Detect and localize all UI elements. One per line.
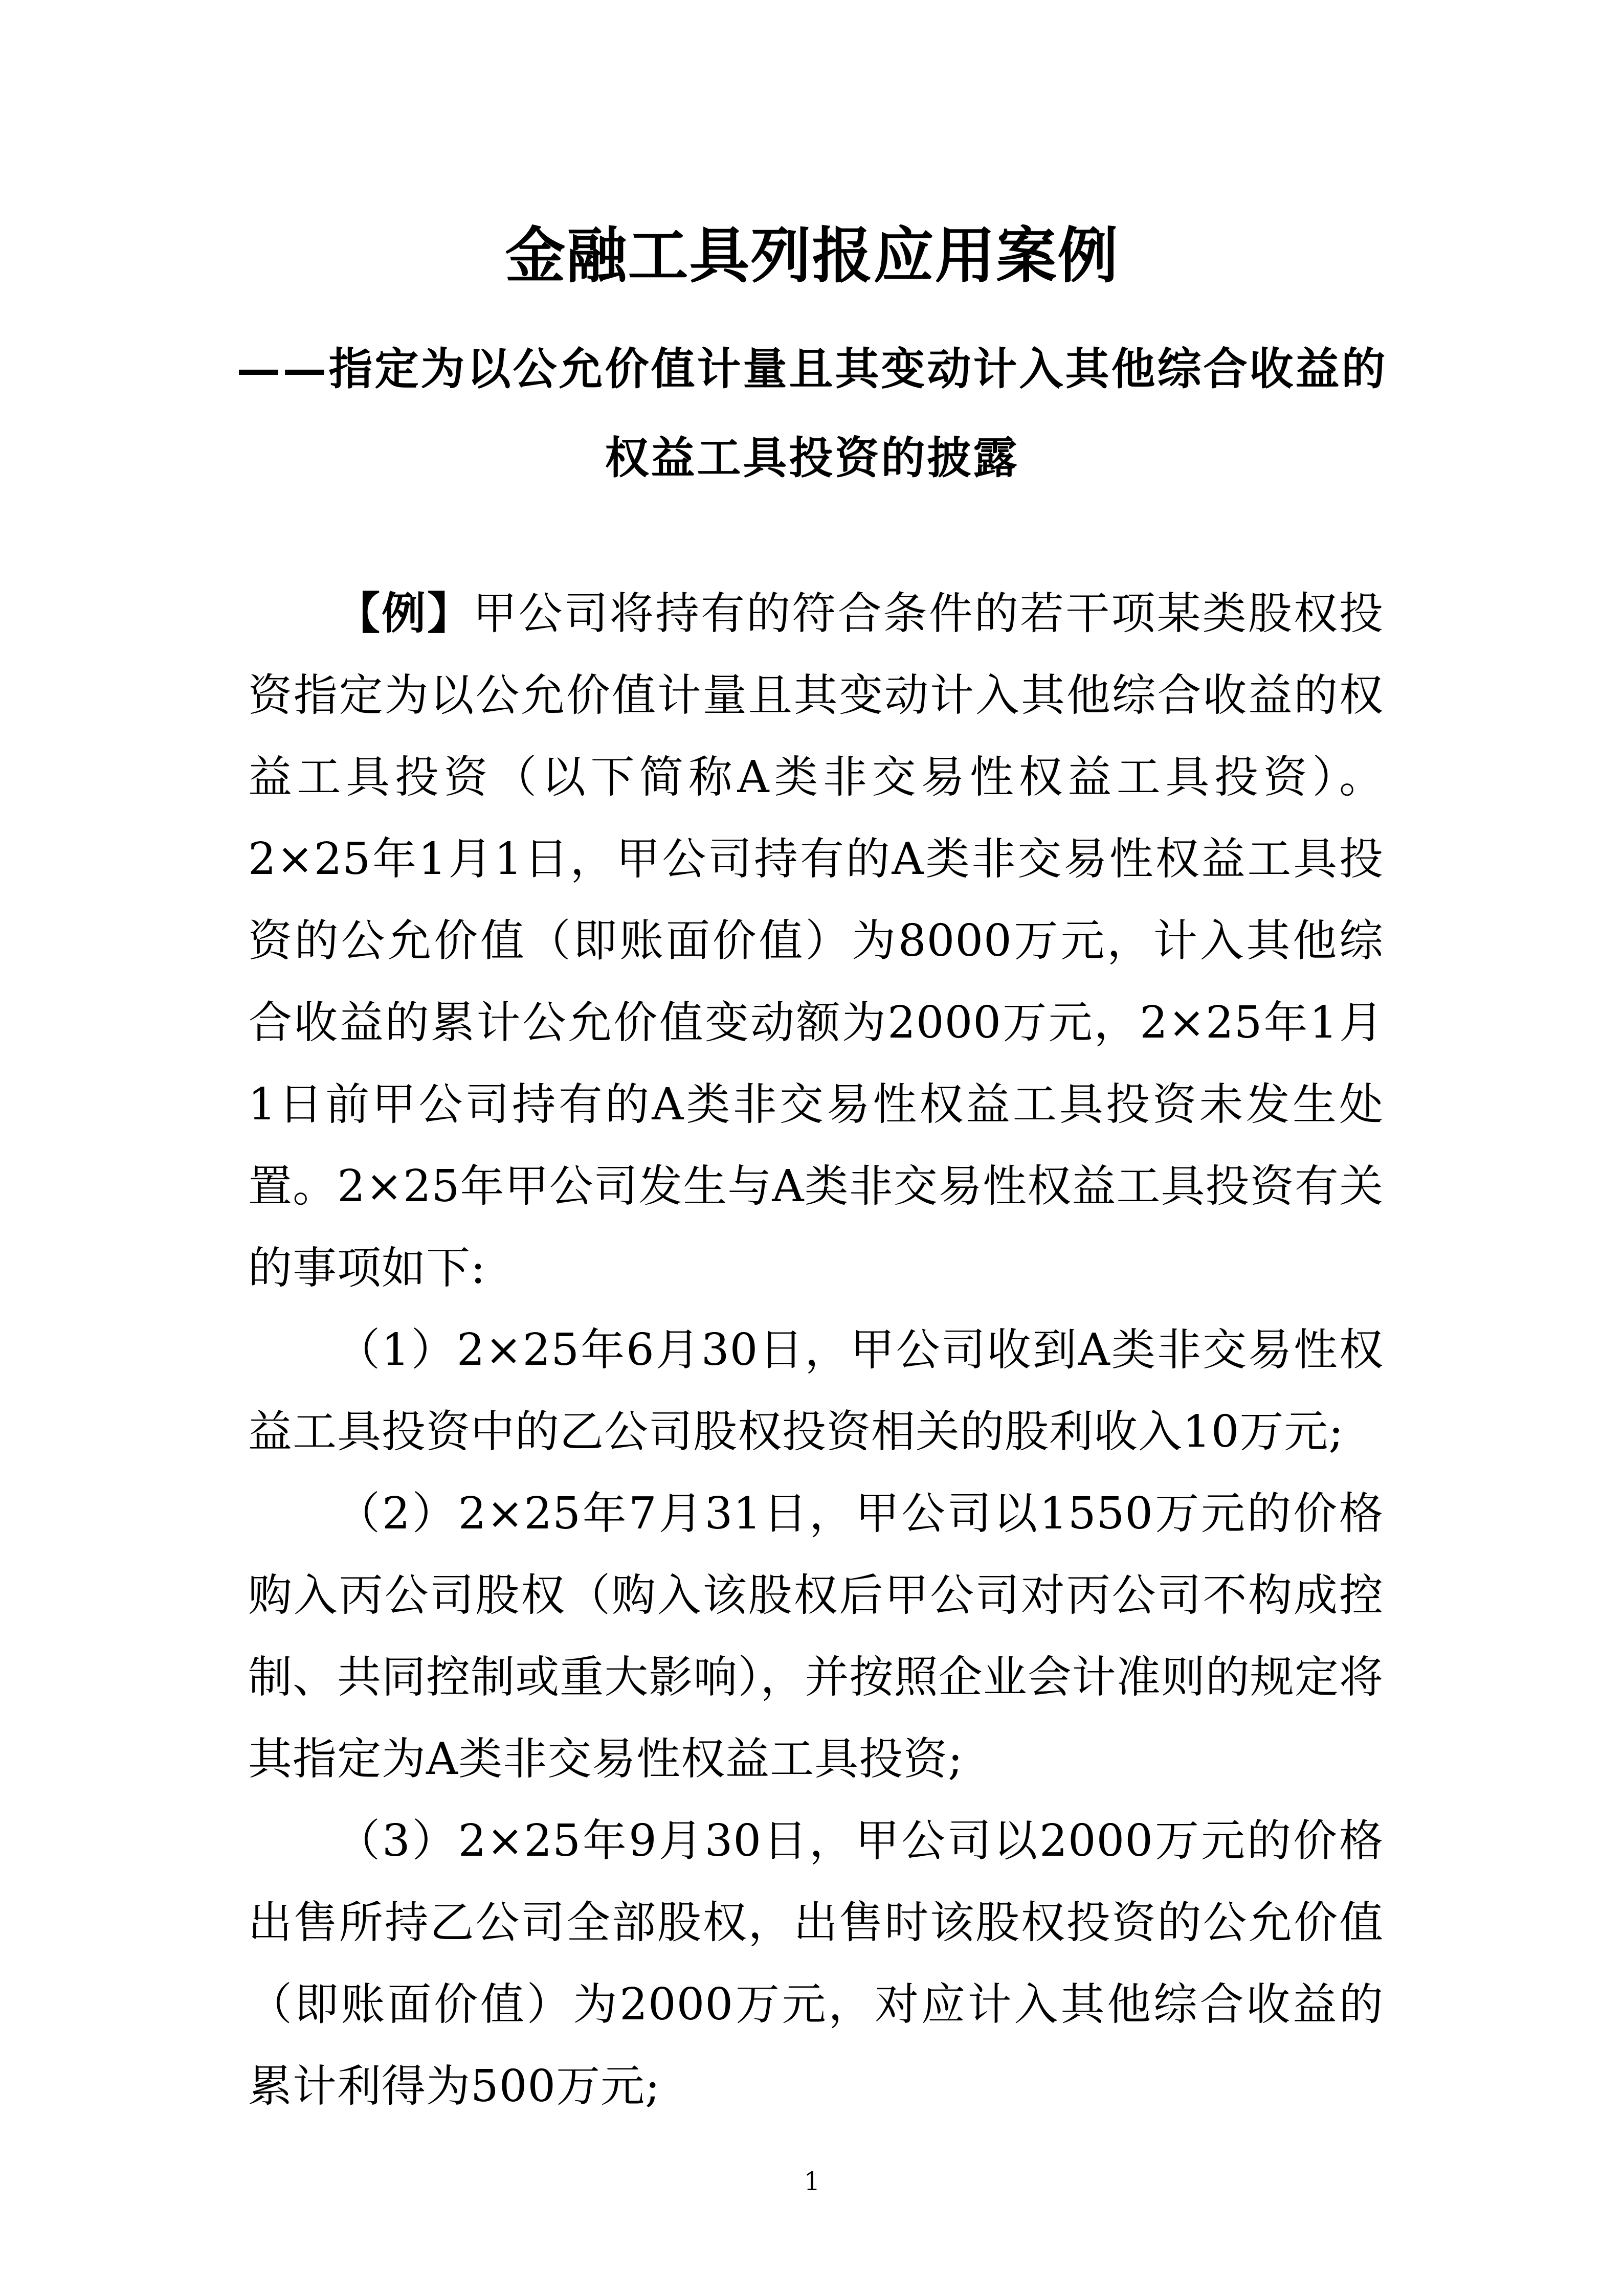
- item-paragraph-1: （1）2×25年6月30日，甲公司收到A类非交易性权益工具投资中的乙公司股权投资相关的股利收入10万元;: [248, 1324, 1384, 1457]
- item-paragraph-2: （2）2×25年7月31日，甲公司以1550万元的价格购入丙公司股权（购入该股权后甲公司对丙公司不构成控制、共同控制或重大影响），并按照企业会计准则的规定将其指定为A类非交易性权益工具投资;: [248, 1488, 1384, 1785]
- document-body: [248, 573, 1384, 2127]
- example-label: 【例】: [336, 588, 473, 639]
- item-paragraph-3: （3）2×25年9月30日，甲公司以2000万元的价格出售所持乙公司全部股权，出售时该股权投资的公允价值（即账面价值）为2000万元，对应计入其他综合收益的累计利得为500万元;: [248, 1815, 1384, 2112]
- page-number: 1: [804, 2167, 820, 2196]
- document-subtitle-line-1: ——指定为以公允价值计量且其变动计入其他综合收益的: [236, 343, 1388, 395]
- document-title: 金融工具列报应用案例: [505, 220, 1119, 291]
- intro-paragraph: [248, 573, 1384, 1309]
- document-subtitle-line-2: 权益工具投资的披露: [605, 432, 1019, 484]
- intro-text: 甲公司将持有的符合条件的若干项某类股权投资指定为以公允价值计量且其变动计入其他综合收益的权益工具投资（以下简称A类非交易性权益工具投资）。2×25年1月1日，甲公司持有的A类非交易性权益工具投资的公允价值（即账面价值）为8000万元，计入其他综合收益的累计公允价值变动额为2000万元，2×25年1月1日前甲公司持有的A类非交易性权益工具投资未发生处置。2×25年甲公司发生与A类非交易性权益工具投资有关的事项如下:: [248, 588, 1384, 1294]
